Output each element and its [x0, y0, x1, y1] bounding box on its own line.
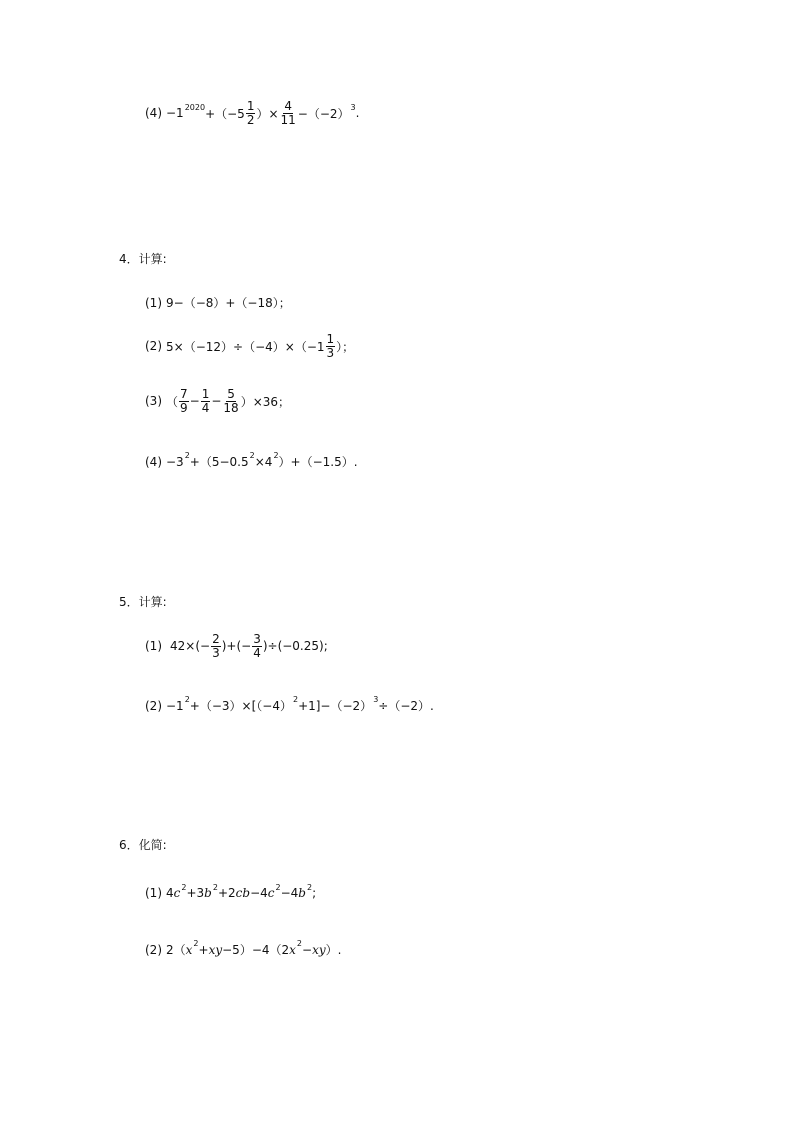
expr-part: 2（ [166, 943, 186, 957]
item-label: (1) [145, 295, 162, 310]
variable: x [185, 942, 193, 957]
denominator: 3 [212, 645, 220, 660]
expr-part: −3 [166, 454, 184, 469]
exponent: 3 [373, 695, 379, 704]
expr-part: ）； [336, 339, 355, 354]
question-6-item-2 [145, 941, 341, 958]
exponent: 2 [275, 882, 281, 892]
expr-part: ×4 [254, 454, 273, 469]
item-label: (2) [145, 942, 162, 957]
problem-3-item-4 [145, 100, 359, 126]
numerator: 7 [180, 387, 188, 401]
denominator: 9 [180, 400, 188, 415]
exponent: 2 [296, 939, 303, 948]
fraction [222, 388, 239, 414]
exponent: 2 [273, 451, 279, 460]
variable: xy [208, 942, 223, 957]
exponent: 2 [184, 451, 190, 460]
fraction [326, 333, 336, 359]
expr-part: − [211, 394, 222, 409]
exponent: 2 [184, 695, 190, 704]
expr-part: ）. [325, 943, 342, 957]
exponent: 2020 [184, 102, 206, 112]
fraction [280, 100, 297, 126]
expr-part: −4 [250, 886, 268, 900]
expr-part: ）+（−1.5）. [278, 455, 358, 469]
expr-part: ）× [256, 106, 279, 121]
question-4-heading: 4．计算: [119, 252, 167, 266]
question-5-heading: 5．计算: [119, 595, 167, 609]
variable: xy [312, 942, 326, 957]
exponent: 2 [292, 695, 299, 704]
question-6-heading: 6．化简: [119, 838, 167, 852]
denominator: 18 [223, 400, 239, 415]
expr-part: + [198, 942, 209, 957]
item-label: (2) [145, 339, 162, 354]
variable: b [204, 886, 212, 900]
expr-part: +2 [217, 886, 236, 900]
expr-part: （ [166, 394, 179, 409]
numerator: 1 [246, 99, 255, 113]
expr-part: ; [312, 886, 317, 900]
question-4-item-2 [145, 333, 354, 359]
numerator: 5 [227, 387, 235, 401]
exponent: 2 [249, 451, 255, 460]
expr-part: −4 [280, 886, 299, 900]
expr-part: −1 [166, 698, 184, 713]
expr-part: +（−5 [205, 106, 245, 121]
expr-part: +3 [186, 886, 205, 900]
variable: c [267, 886, 275, 900]
numerator: 1 [201, 387, 210, 401]
expr-part: )÷(−0.25); [262, 639, 328, 654]
exponent: 2 [193, 939, 199, 948]
item-label: (2) [145, 698, 162, 713]
fraction [201, 388, 211, 414]
expr-part: −5）−4（2 [222, 943, 290, 957]
expr-part: +（5−0.5 [189, 455, 249, 469]
variable: c [173, 886, 181, 900]
expr-part: − [302, 942, 313, 957]
exponent: 3 [350, 102, 356, 112]
item-label: (1) [145, 886, 162, 900]
denominator: 11 [280, 112, 296, 127]
question-4-item-1 [145, 294, 291, 311]
expr-part: 5×（−12）÷（−4）×（−1 [166, 339, 325, 354]
expr-part: )+(− [221, 639, 252, 654]
question-6-item-1 [145, 882, 317, 900]
variable: cb [235, 886, 251, 900]
expr-part: ）×36； [240, 394, 291, 409]
expr-part: . [355, 106, 360, 121]
expr-part: 42×(− [170, 639, 211, 654]
numerator: 1 [326, 332, 335, 346]
exponent: 2 [212, 882, 218, 892]
variable: b [298, 886, 306, 900]
fraction [246, 100, 256, 126]
numerator: 4 [284, 99, 292, 113]
numerator: 3 [253, 632, 261, 646]
exponent: 2 [181, 882, 187, 892]
denominator: 4 [201, 400, 210, 415]
question-4-item-4 [145, 453, 358, 470]
fraction [211, 633, 221, 659]
item-label: (1) [145, 639, 162, 654]
exponent: 2 [306, 882, 313, 892]
expr-part: +1]−（−2） [298, 699, 373, 713]
item-label: (4) [145, 106, 162, 121]
variable: x [289, 942, 296, 957]
expr-part: ÷（−2）. [378, 699, 434, 713]
expr-part: − [189, 394, 200, 409]
item-label: (3) [145, 394, 162, 409]
denominator: 2 [246, 112, 255, 127]
denominator: 3 [326, 345, 335, 360]
fraction [252, 633, 262, 659]
expr-part: +（−3）×[（−4） [189, 699, 292, 713]
fraction [179, 388, 189, 414]
expr-part: −（−2） [297, 106, 350, 121]
numerator: 2 [212, 632, 220, 646]
question-4-item-3 [145, 388, 290, 414]
expr-part: 9−（−8）+（−18）； [166, 296, 291, 310]
expr-part: −1 [166, 106, 184, 121]
question-5-item-1 [145, 633, 328, 659]
denominator: 4 [253, 645, 261, 660]
question-5-item-2 [145, 697, 434, 714]
item-label: (4) [145, 454, 162, 469]
expr-part: 4 [166, 886, 174, 900]
